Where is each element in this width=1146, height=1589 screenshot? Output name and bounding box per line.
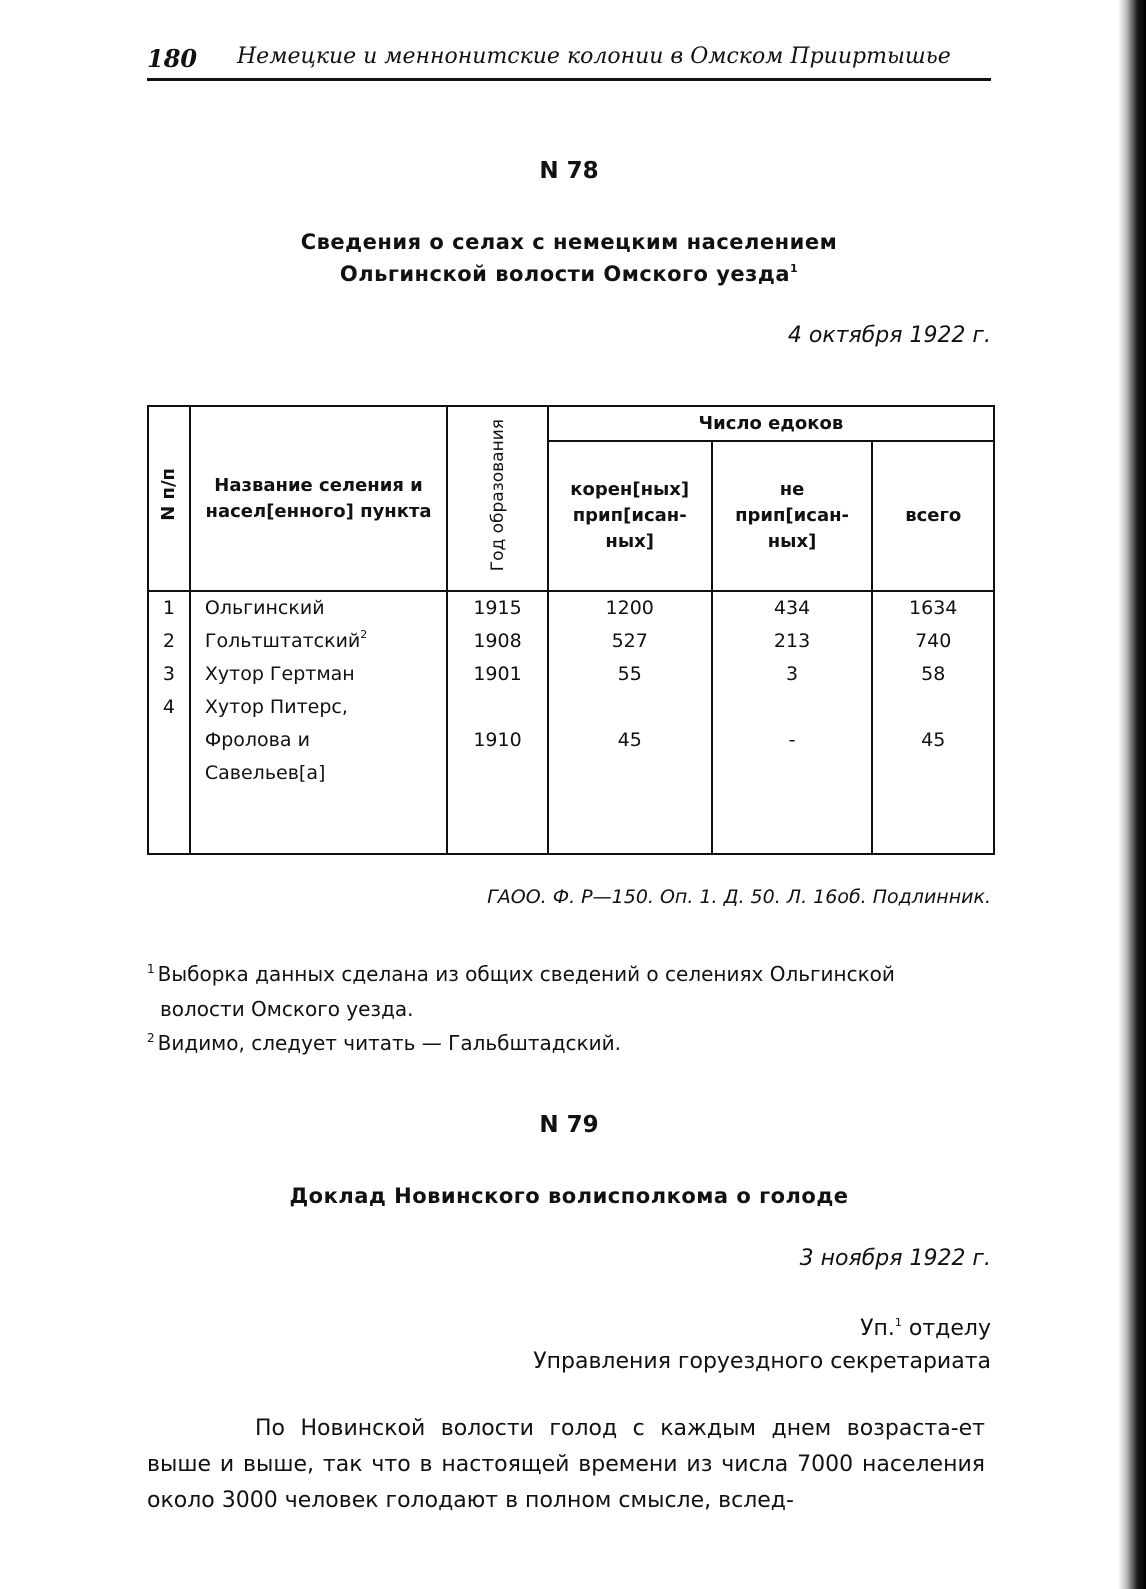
footnote-1 xyxy=(147,962,895,986)
doc78-title-line2 xyxy=(147,258,991,294)
row3-total: 58 xyxy=(921,663,946,685)
row3-name: Хутор Гертман xyxy=(204,663,355,685)
col-not-native xyxy=(712,591,873,854)
header-year-text: Год образования xyxy=(487,419,508,572)
footnote-1-line2: волости Омского уезда. xyxy=(160,997,414,1021)
doc78-title-footnote-mark: 1 xyxy=(790,262,799,275)
addressee-footnote-mark: 1 xyxy=(894,1316,902,1329)
row4-native: 45 xyxy=(617,729,642,751)
doc79-date: 3 ноября 1922 г. xyxy=(799,1246,991,1271)
eaters-table xyxy=(147,405,995,855)
header-rule xyxy=(147,78,991,81)
archive-source: ГАОО. Ф. Р—150. Оп. 1. Д. 50. Л. 16об. Подлинник. xyxy=(487,886,991,908)
row2-total: 740 xyxy=(915,630,952,652)
header-eaters: Число едоков xyxy=(548,406,994,441)
page-number: 180 xyxy=(147,44,198,73)
row3-num: 3 xyxy=(162,663,175,685)
row2-year: 1908 xyxy=(473,630,522,652)
page-edge-shadow xyxy=(1118,0,1146,1589)
row4-name-line2: Фролова и xyxy=(204,729,310,751)
table-body-row xyxy=(148,591,994,854)
row3-year: 1901 xyxy=(473,663,522,685)
row1-native: 1200 xyxy=(605,597,654,619)
doc79-number: N 79 xyxy=(539,1112,599,1138)
col-total xyxy=(872,591,994,854)
header-name: Название селения и насел[енного] пункта xyxy=(190,406,447,591)
doc79-paragraph: По Новинской волости голод с каждым днем возраста-ет выше и выше, так что в настоящей времени из числа 7000 населения около 3000 человек голодают в полном смысле, вслед- xyxy=(147,1416,985,1513)
row2-not-native: 213 xyxy=(773,630,811,652)
doc78-number: N 78 xyxy=(539,158,599,184)
page-header xyxy=(147,40,991,76)
row3-not-native: 3 xyxy=(785,663,799,685)
row2-footnote-mark: 2 xyxy=(360,628,368,641)
row1-num: 1 xyxy=(162,597,175,619)
doc78-title xyxy=(147,226,991,294)
header-not-native: не прип[исан-ных] xyxy=(712,441,873,591)
row2-name-text: Гольтштатский xyxy=(204,630,361,652)
row4-name-line3: Савельев[а] xyxy=(204,762,326,784)
header-year xyxy=(447,406,548,591)
doc78-title-line2-text: Ольгинской волости Омского уезда xyxy=(339,262,790,286)
footnote-2-mark: 2 xyxy=(147,1031,155,1045)
footnote-1-mark: 1 xyxy=(147,962,155,976)
header-native: корен[ных] прип[исан-ных] xyxy=(548,441,712,591)
row1-total: 1634 xyxy=(909,597,958,619)
doc78-title-line1: Сведения о селах с немецким населением xyxy=(300,230,838,254)
footnote-2 xyxy=(147,1031,621,1055)
col-name xyxy=(190,591,447,854)
row2-num: 2 xyxy=(162,630,175,652)
header-num xyxy=(148,406,190,591)
doc79-addressee-line1 xyxy=(860,1316,991,1341)
header-total: всего xyxy=(872,441,994,591)
row1-year: 1915 xyxy=(473,597,522,619)
col-year xyxy=(447,591,548,854)
row1-name: Ольгинский xyxy=(204,597,325,619)
row4-num: 4 xyxy=(162,696,175,718)
row2-native: 527 xyxy=(611,630,648,652)
row2-name xyxy=(205,625,446,658)
doc79-addressee-line2: Управления горуездного секретариата xyxy=(533,1349,991,1374)
col-native xyxy=(548,591,712,854)
footnote-1-line1: Выборка данных сделана из общих сведений о селениях Ольгинской xyxy=(157,962,895,986)
row4-year: 1910 xyxy=(473,729,522,751)
row4-total: 45 xyxy=(921,729,946,751)
footnote-2-line1: Видимо, следует читать — Гальбштадский. xyxy=(157,1031,621,1055)
doc78-date: 4 октября 1922 г. xyxy=(787,323,991,348)
addressee-dept: отделу xyxy=(901,1316,991,1341)
addressee-abbrev: Уп. xyxy=(860,1316,895,1341)
row3-native: 55 xyxy=(617,663,642,685)
header-num-text: N п/п xyxy=(157,468,179,521)
row4-not-native: - xyxy=(788,729,796,751)
running-title: Немецкие и меннонитские колонии в Омском Прииртышье xyxy=(237,44,951,69)
row1-not-native: 434 xyxy=(773,597,811,619)
col-num xyxy=(148,591,190,854)
row4-name-line1: Хутор Питерс, xyxy=(204,696,348,718)
doc79-title: Доклад Новинского волисполкома о голоде xyxy=(289,1184,849,1208)
